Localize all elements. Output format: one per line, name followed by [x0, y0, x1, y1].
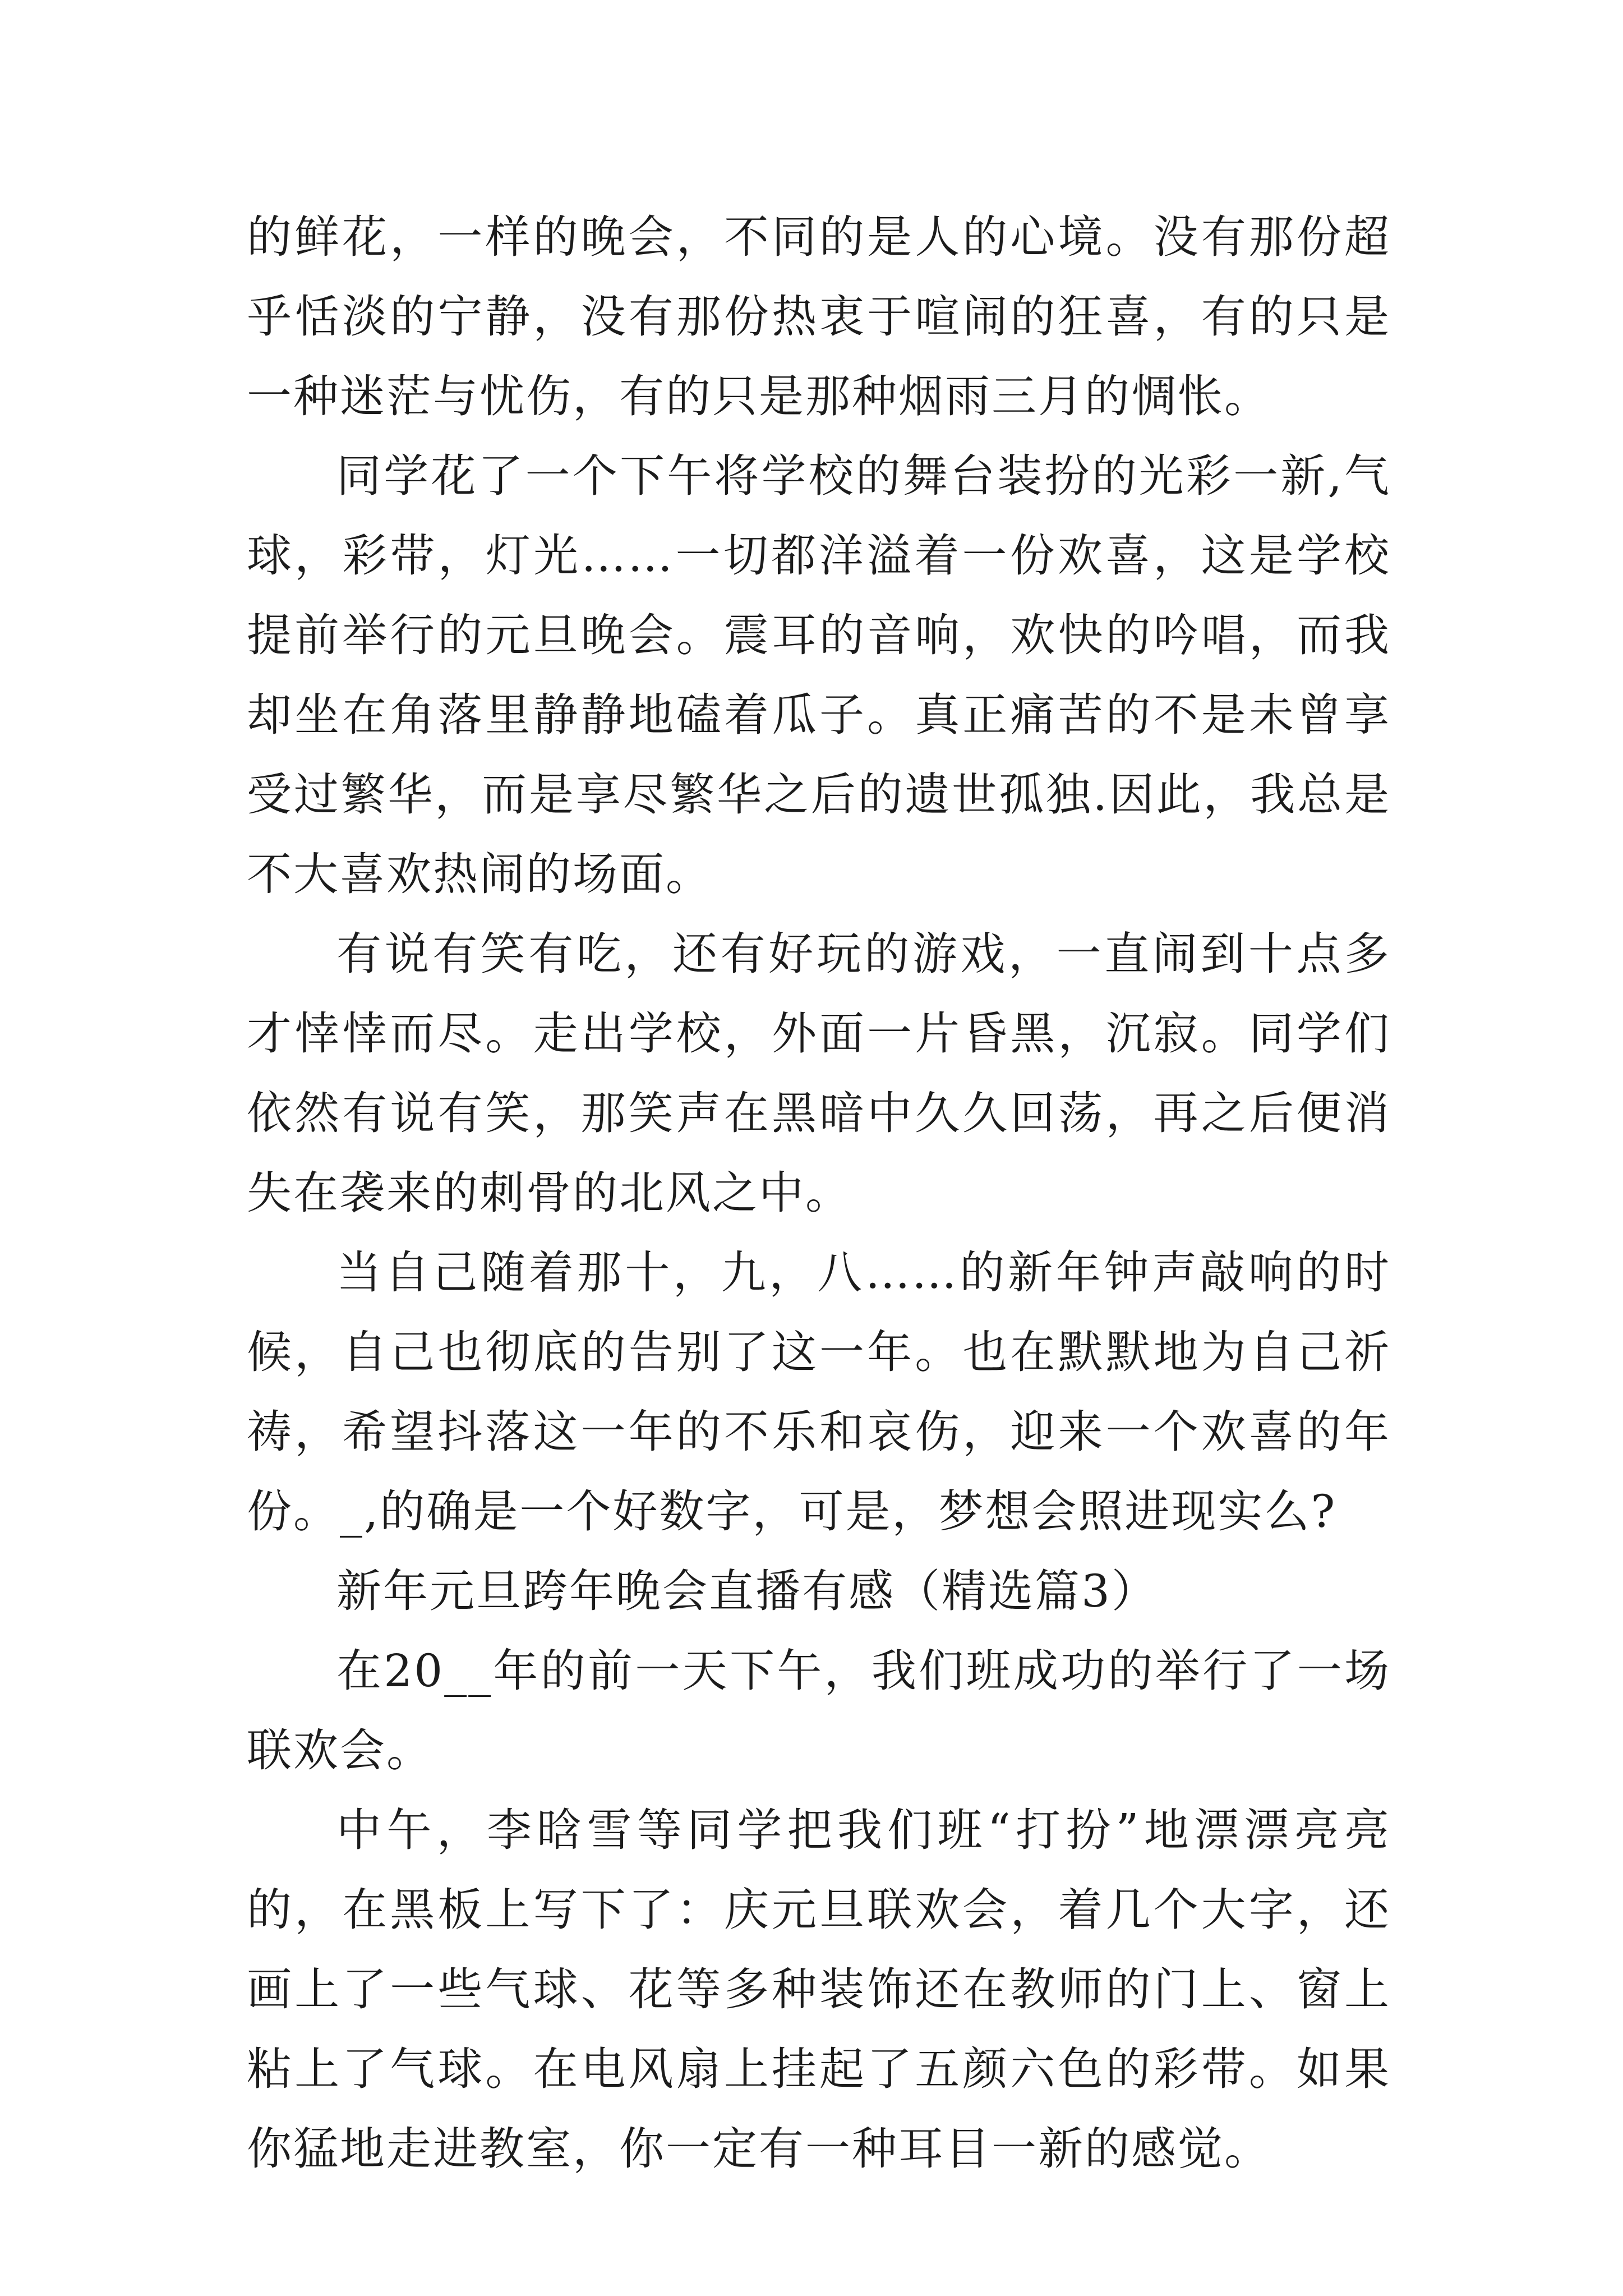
paragraph-3: 有说有笑有吃，还有好玩的游戏，一直闹到十点多才悻悻而尽。走出学校，外面一片昏黑，沉寂。同学们依然有说有笑，那笑声在黑暗中久久回荡，再之后便消失在袭来的刺骨的北风之中。	[247, 928, 1391, 1219]
paragraph-1: 的鲜花，一样的晚会，不同的是人的心境。没有那份超乎恬淡的宁静，没有那份热衷于喧闹的狂喜，有的只是一种迷茫与忧伤，有的只是那种烟雨三月的惆怅。	[247, 211, 1391, 422]
paragraph-2: 同学花了一个下午将学校的舞台装扮的光彩一新,气球，彩带，灯光……一切都洋溢着一份欢喜，这是学校提前举行的元旦晚会。震耳的音响，欢快的吟唱，而我却坐在角落里静静地磕着瓜子。真正痛苦的不是未曾享受过繁华，而是享尽繁华之后的遗世孤独.因此，我总是不大喜欢热闹的场面。	[247, 450, 1391, 900]
paragraph-5: 在20__年的前一天下午，我们班成功的举行了一场联欢会。	[247, 1645, 1391, 1777]
section-heading: 新年元旦跨年晚会直播有感（精选篇3）	[336, 1565, 1158, 1617]
document-body	[247, 197, 1391, 2189]
paragraph-4: 当自己随着那十，九，八……的新年钟声敲响的时候，自己也彻底的告别了这一年。也在默默地为自己祈祷，希望抖落这一年的不乐和哀伤，迎来一个欢喜的年份。_,的确是一个好数字，可是，梦想会照进现实么?	[247, 1246, 1391, 1538]
paragraph-6: 中午，李晗雪等同学把我们班“打扮”地漂漂亮亮的，在黑板上写下了：庆元旦联欢会，着几个大字，还画上了一些气球、花等多种装饰还在教师的门上、窗上粘上了气球。在电风扇上挂起了五颜六色的彩带。如果你猛地走进教室，你一定有一种耳目一新的感觉。	[247, 1804, 1391, 2175]
